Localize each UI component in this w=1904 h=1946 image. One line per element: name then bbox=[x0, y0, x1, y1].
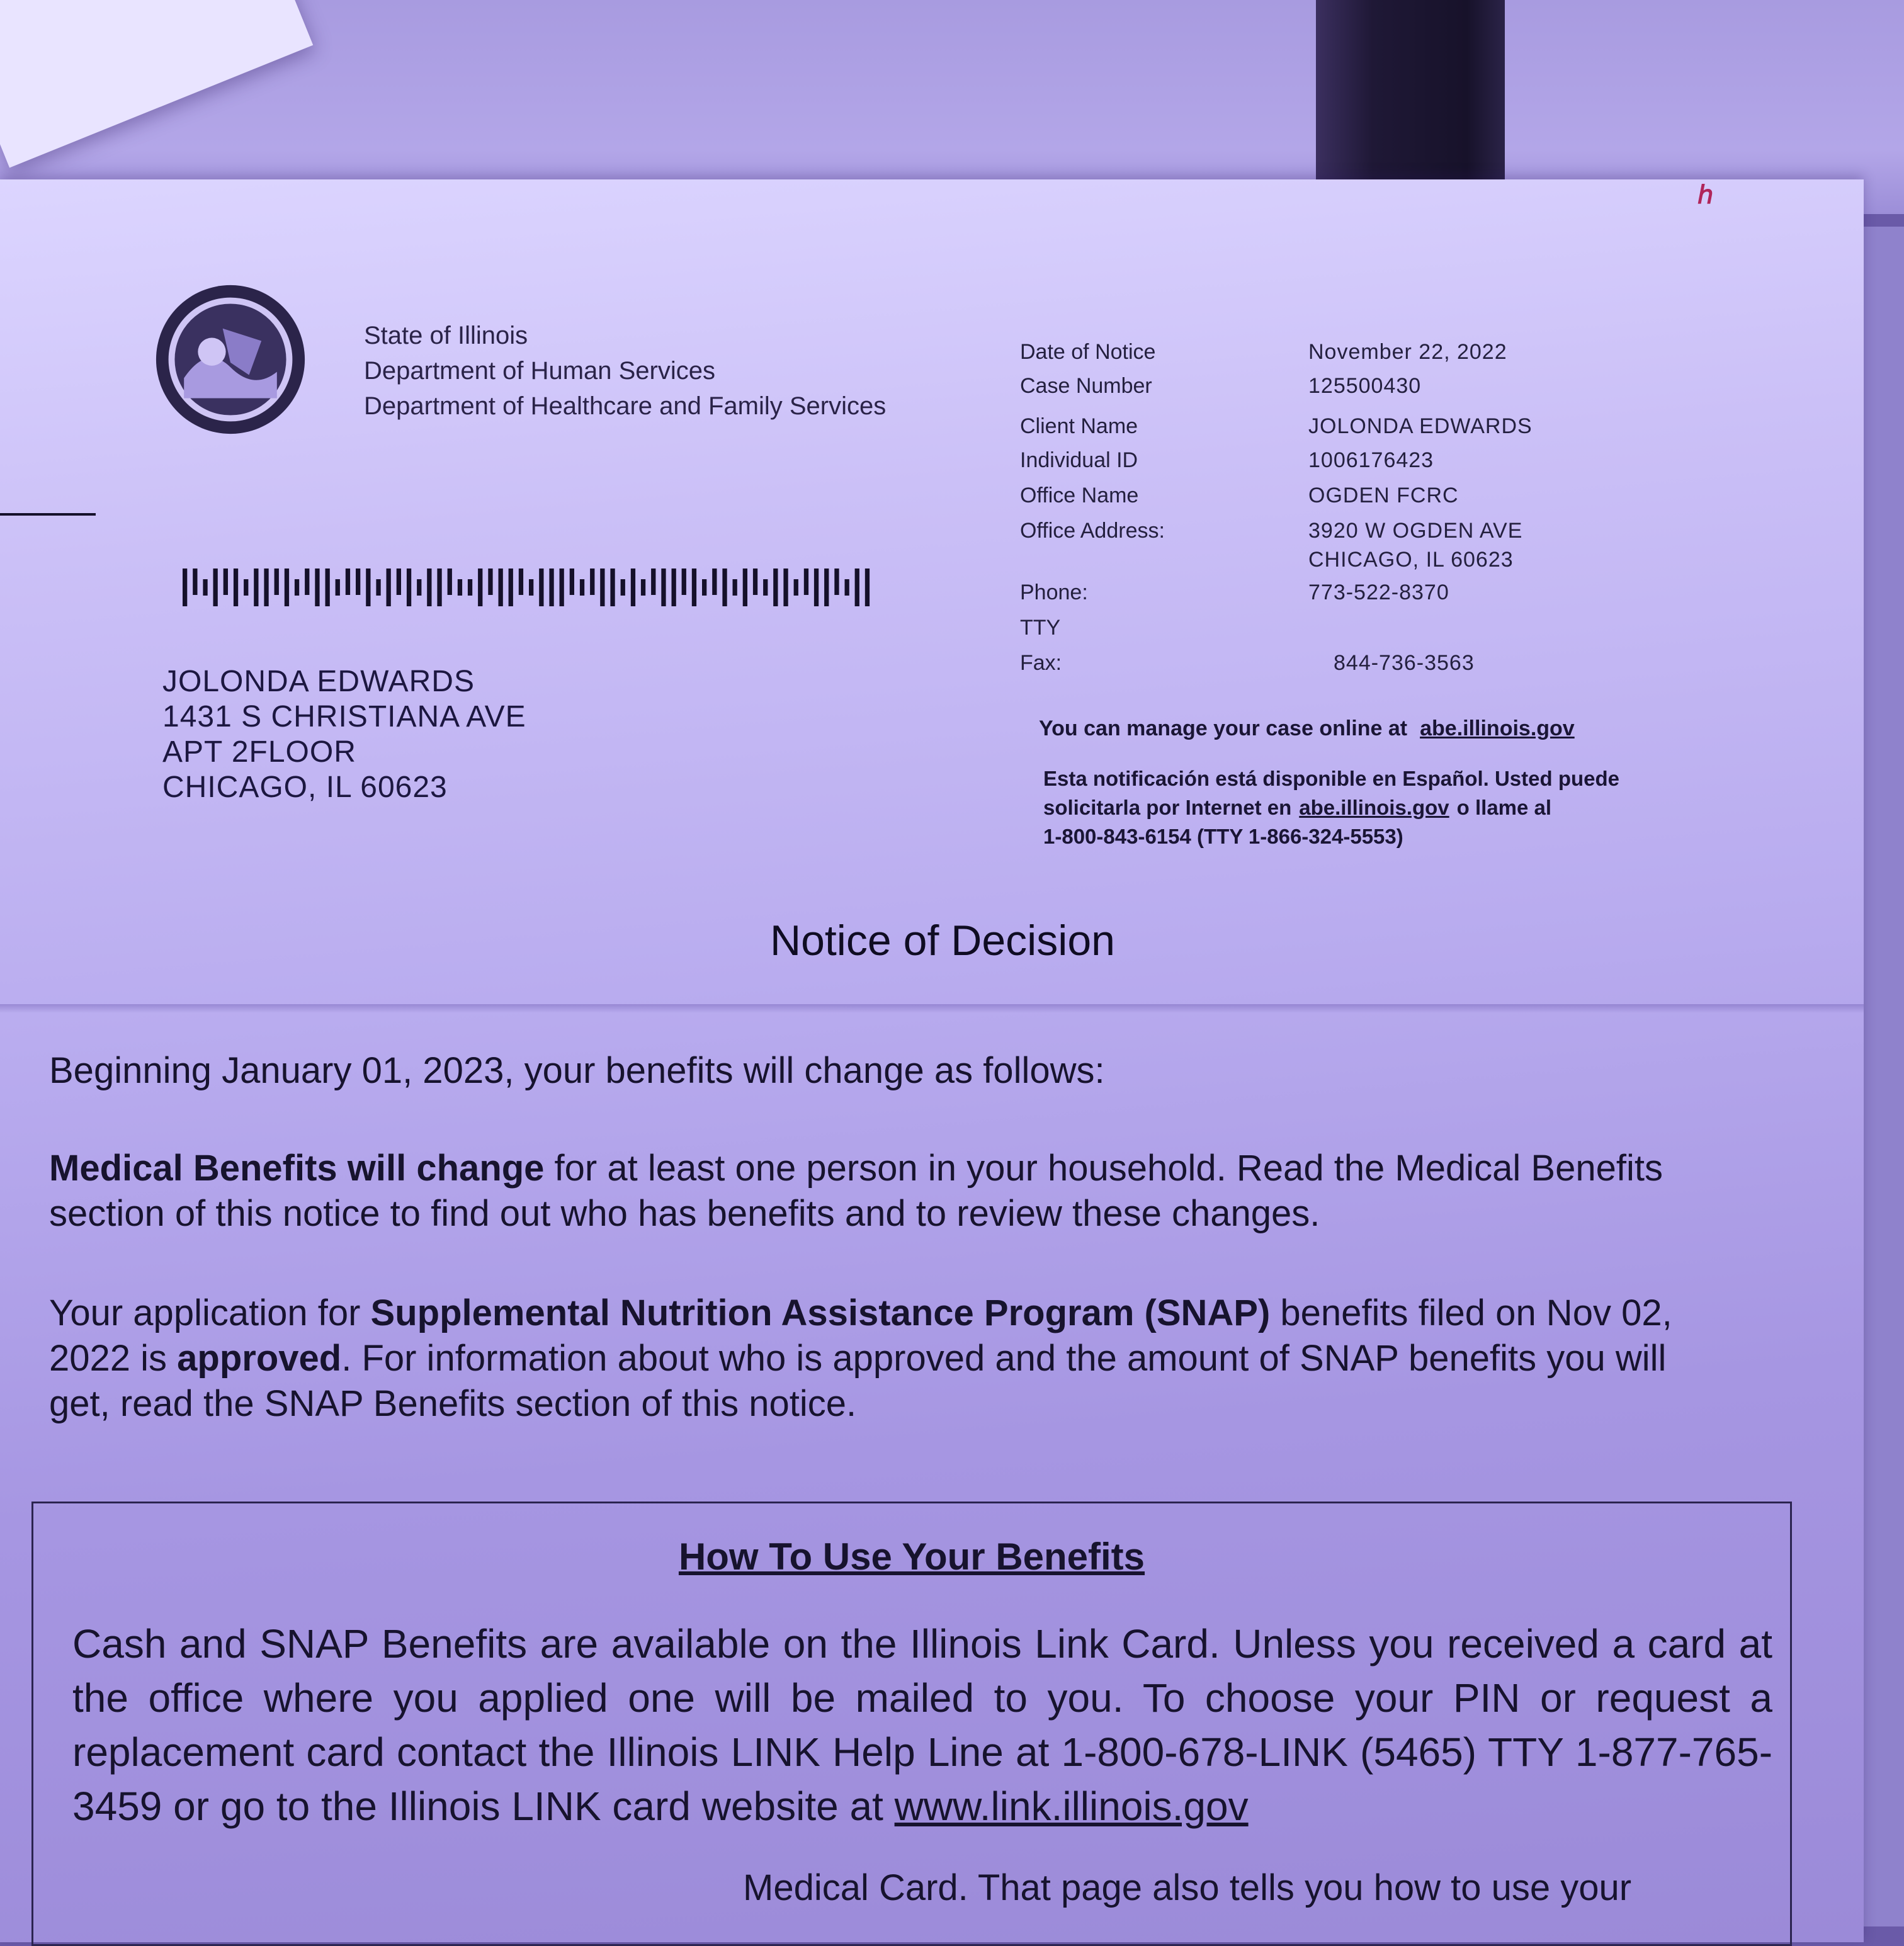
barcode-bar bbox=[264, 569, 268, 606]
barcode-bar bbox=[224, 569, 228, 595]
info-label: Phone: bbox=[1020, 580, 1088, 604]
barcode-bar bbox=[570, 569, 574, 595]
barcode-bar bbox=[315, 569, 319, 606]
approved-bold: approved bbox=[177, 1338, 342, 1379]
link-card-text: Cash and SNAP Benefits are available on the Illinois Link Card. Unless you received a card at the office where you applied one will be mailed to you. To choose your PIN or request a replacement card contact the Illinois LINK Help Line at 1-800-678-LINK (5465) TTY 1-877-765-3459 or go to the Illinois LINK card website at bbox=[72, 1621, 1772, 1829]
barcode-bar bbox=[631, 569, 635, 606]
barcode-bar bbox=[448, 569, 452, 595]
barcode-bar bbox=[804, 569, 808, 595]
manage-online-line bbox=[1039, 716, 1575, 741]
barcode-bar bbox=[203, 579, 207, 596]
agency-header bbox=[364, 318, 886, 424]
barcode-bar bbox=[855, 569, 859, 606]
barcode-bar bbox=[295, 579, 299, 596]
manage-text: You can manage your case online at bbox=[1039, 716, 1408, 740]
snap-text: . For information about who is approved and the amount of SNAP benefits you will get, read the SNAP Benefits section of this notice. bbox=[49, 1338, 1667, 1424]
barcode-bar bbox=[488, 569, 492, 595]
barcode-bar bbox=[773, 569, 778, 606]
barcode-bar bbox=[865, 569, 870, 606]
barcode-bar bbox=[183, 569, 187, 606]
paper-fold bbox=[0, 1004, 1864, 1013]
barcode-bar bbox=[193, 569, 197, 595]
abe-link[interactable]: abe.illinois.gov bbox=[1420, 716, 1575, 740]
barcode-bar bbox=[845, 579, 849, 596]
barcode-bar bbox=[824, 569, 829, 606]
spanish-phone: 1-800-843-6154 (TTY 1-866-324-5553) bbox=[1043, 825, 1403, 848]
spanish-line: Esta notificación está disponible en Español. Usted puede bbox=[1043, 767, 1620, 790]
case-number: 125500430 bbox=[1308, 374, 1422, 398]
agency-line: Department of Human Services bbox=[364, 357, 716, 385]
snap-paragraph bbox=[49, 1291, 1711, 1427]
barcode-bar bbox=[651, 569, 655, 595]
barcode-bar bbox=[539, 569, 543, 606]
barcode-bar bbox=[621, 579, 625, 596]
barcode-bar bbox=[519, 569, 523, 595]
barcode-bar bbox=[366, 569, 370, 606]
barcode-bar bbox=[682, 569, 686, 595]
how-to-use-title: How To Use Your Benefits bbox=[678, 1536, 1145, 1578]
barcode-bar bbox=[499, 569, 503, 606]
info-label: Office Name bbox=[1020, 484, 1139, 507]
info-label: TTY bbox=[1020, 616, 1061, 640]
agency-line: Department of Healthcare and Family Services bbox=[364, 392, 887, 420]
recipient-address bbox=[162, 664, 526, 805]
barcode-bar bbox=[478, 569, 482, 606]
barcode-bar bbox=[834, 569, 839, 595]
recipient-unit: APT 2FLOOR bbox=[162, 735, 356, 769]
barcode-bar bbox=[672, 569, 676, 606]
postal-barcode bbox=[183, 565, 875, 609]
barcode-bar bbox=[275, 569, 279, 595]
barcode-bar bbox=[376, 579, 380, 596]
barcode-bar bbox=[458, 579, 462, 596]
barcode-bar bbox=[580, 579, 584, 596]
office-fax: 844-736-3563 bbox=[1334, 651, 1475, 675]
info-label: Date of Notice bbox=[1020, 340, 1156, 364]
barcode-bar bbox=[356, 569, 360, 595]
barcode-bar bbox=[560, 569, 564, 606]
barcode-bar bbox=[468, 579, 472, 596]
recipient-street: 1431 S CHRISTIANA AVE bbox=[162, 700, 526, 733]
link-website[interactable]: www.link.illinois.gov bbox=[894, 1784, 1249, 1829]
office-name: OGDEN FCRC bbox=[1308, 484, 1459, 507]
how-to-use-text bbox=[72, 1617, 1772, 1833]
barcode-bar bbox=[743, 569, 747, 606]
barcode-bar bbox=[244, 579, 248, 596]
spanish-notice bbox=[1043, 764, 1619, 851]
barcode-bar bbox=[753, 569, 757, 595]
info-label: Fax: bbox=[1020, 651, 1062, 675]
info-label: Client Name bbox=[1020, 414, 1138, 438]
date-of-notice: November 22, 2022 bbox=[1308, 340, 1507, 364]
spanish-line: o llame al bbox=[1456, 796, 1552, 819]
barcode-bar bbox=[712, 569, 717, 595]
agency-line: State of Illinois bbox=[364, 322, 528, 349]
barcode-bar bbox=[234, 569, 238, 606]
barcode-bar bbox=[661, 569, 666, 606]
barcode-bar bbox=[692, 569, 696, 606]
barcode-bar bbox=[407, 569, 411, 606]
snap-text: benefits filed on Nov 02, 2022 is bbox=[49, 1293, 1672, 1379]
barcode-bar bbox=[783, 569, 788, 606]
barcode-bar bbox=[437, 569, 441, 606]
barcode-bar bbox=[590, 569, 594, 595]
ink-mark: ℎ bbox=[1697, 181, 1714, 209]
barcode-bar bbox=[305, 569, 309, 595]
barcode-bar bbox=[814, 569, 819, 606]
barcode-bar bbox=[529, 579, 533, 596]
barcode-bar bbox=[509, 569, 513, 606]
background-paper-edge bbox=[1857, 227, 1904, 1926]
notice-title: Notice of Decision bbox=[769, 917, 1116, 965]
spanish-line: solicitarla por Internet en bbox=[1043, 796, 1292, 819]
barcode-bar bbox=[722, 569, 727, 606]
barcode-bar bbox=[733, 579, 737, 596]
barcode-bar bbox=[763, 579, 768, 596]
recipient-name: JOLONDA EDWARDS bbox=[162, 665, 475, 698]
info-label: Office Address: bbox=[1020, 519, 1165, 543]
barcode-bar bbox=[336, 579, 340, 596]
individual-id: 1006176423 bbox=[1308, 448, 1434, 472]
cut-off-line: Medical Card. That page also tells you how to use your bbox=[743, 1867, 1632, 1908]
benefits-change-intro: Beginning January 01, 2023, your benefits will change as follows: bbox=[49, 1050, 1105, 1091]
medical-benefits-text: for at least one person in your household. Read the Medical Benefits section of this notice to find out who has benefits and to review these changes. bbox=[49, 1148, 1663, 1234]
snap-program-bold: Supplemental Nutrition Assistance Program (SNAP) bbox=[370, 1293, 1271, 1333]
barcode-bar bbox=[610, 569, 615, 606]
barcode-bar bbox=[427, 569, 431, 606]
barcode-bar bbox=[702, 579, 706, 596]
snap-text: Your application for bbox=[49, 1293, 371, 1333]
barcode-bar bbox=[794, 579, 798, 596]
office-address: 3920 W OGDEN AVE bbox=[1308, 519, 1523, 543]
client-name: JOLONDA EDWARDS bbox=[1308, 414, 1533, 438]
medical-benefits-paragraph bbox=[49, 1146, 1699, 1236]
barcode-bar bbox=[285, 569, 289, 606]
barcode-bar bbox=[549, 569, 553, 606]
barcode-bar bbox=[387, 569, 391, 606]
barcode-bar bbox=[326, 569, 330, 606]
state-seal-icon bbox=[153, 282, 308, 437]
fold-mark bbox=[0, 513, 96, 516]
medical-benefits-bold: Medical Benefits will change bbox=[49, 1148, 545, 1189]
office-city: CHICAGO, IL 60623 bbox=[1308, 548, 1514, 572]
office-phone: 773-522-8370 bbox=[1308, 580, 1449, 604]
info-label: Individual ID bbox=[1020, 448, 1138, 472]
barcode-bar bbox=[346, 569, 350, 595]
barcode-bar bbox=[397, 569, 401, 595]
barcode-bar bbox=[641, 579, 645, 596]
barcode-bar bbox=[600, 569, 604, 606]
barcode-bar bbox=[417, 579, 421, 596]
recipient-city: CHICAGO, IL 60623 bbox=[162, 771, 448, 804]
barcode-bar bbox=[213, 569, 218, 606]
abe-link-spanish[interactable]: abe.illinois.gov bbox=[1299, 796, 1449, 819]
info-label: Case Number bbox=[1020, 374, 1152, 398]
barcode-bar bbox=[254, 569, 258, 606]
